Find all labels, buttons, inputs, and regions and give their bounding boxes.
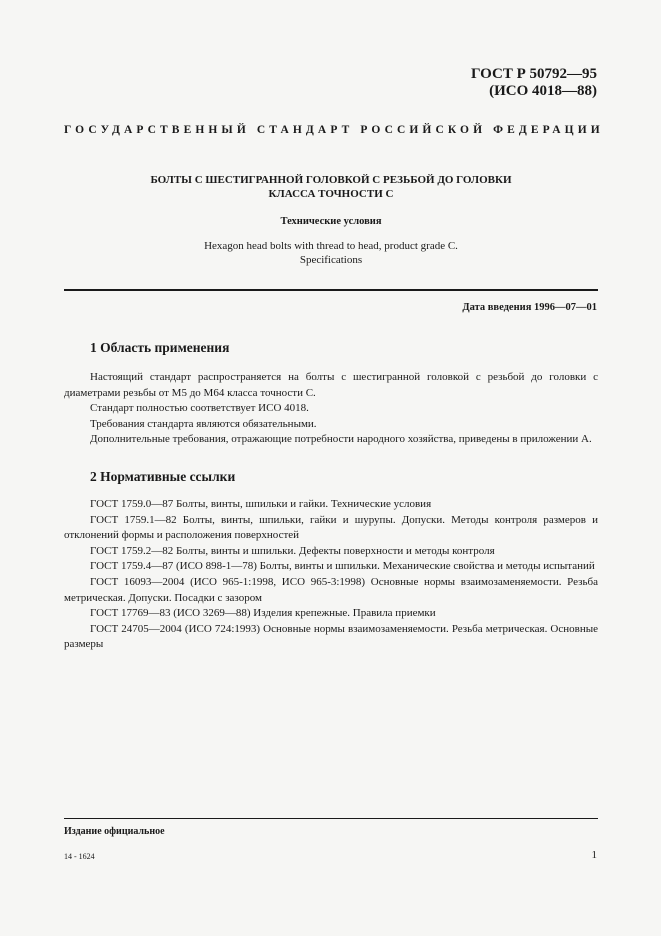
reference-item: ГОСТ 16093—2004 (ИСО 965-1:1998, ИСО 965-3:1998) Основные нормы взаимозаменяемости. Резьба метрическая. Допуски. Посадки с зазором: [64, 575, 598, 604]
reference-item: ГОСТ 1759.2—82 Болты, винты и шпильки. Дефекты поверхности и методы контроля: [90, 544, 495, 557]
iso-number: (ИСО 4018—88): [489, 83, 597, 99]
section-1-body: [64, 370, 598, 448]
reference-item: ГОСТ 1759.0—87 Болты, винты, шпильки и гайки. Технические условия: [90, 498, 432, 510]
official-edition-label: Издание официальное: [64, 826, 165, 837]
paragraph: Настоящий стандарт распространяется на болты с шестигранной головкой с резьбой до головки с диаметрами резьбы от М5 до М64 класса точности С.: [64, 371, 598, 399]
gost-number: ГОСТ Р 50792—95: [470, 66, 597, 82]
section-2-heading: 2 Нормативные ссылки: [90, 469, 236, 484]
header-divider: [64, 289, 598, 291]
reference-item: ГОСТ 1759.4—87 (ИСО 898-1—78) Болты, винты и шпильки. Механические свойства и методы испытаний: [90, 560, 595, 573]
english-title-line-1: Hexagon head bolts with thread to head, product grade C.: [204, 240, 458, 252]
page-number: 1: [591, 849, 597, 861]
title-line-1: БОЛТЫ С ШЕСТИГРАННОЙ ГОЛОВКОЙ С РЕЗЬБОЙ ДО ГОЛОВКИ: [150, 174, 512, 186]
english-title-line-2: Specifications: [299, 254, 363, 266]
introduction-date: Дата введения 1996—07—01: [462, 302, 597, 313]
gost-designation: [471, 66, 597, 100]
document-title: [64, 173, 598, 201]
reference-item: ГОСТ 1759.1—82 Болты, винты, шпильки, гайки и шурупы. Допуски. Методы контроля размеров и отклонений формы и расположения поверхностей: [64, 513, 598, 542]
english-title: [64, 239, 598, 267]
paragraph: Требования стандарта являются обязательными.: [90, 417, 317, 430]
document-subtitle: Технические условия: [280, 216, 382, 227]
paragraph: Стандарт полностью соответствует ИСО 4018.: [90, 402, 309, 415]
state-standard-banner: ГОСУДАРСТВЕННЫЙ СТАНДАРТ РОССИЙСКОЙ ФЕДЕРАЦИИ: [64, 124, 604, 136]
reference-item: ГОСТ 17769—83 (ИСО 3269—88) Изделия крепежные. Правила приемки: [90, 607, 436, 620]
footer-divider: [64, 818, 598, 819]
print-code: 14 - 1624: [64, 852, 95, 861]
section-2-body: [64, 497, 598, 653]
section-1-heading: 1 Область применения: [90, 340, 230, 355]
paragraph: Дополнительные требования, отражающие потребности народного хозяйства, приведены в приложении А.: [90, 433, 592, 446]
reference-item: ГОСТ 24705—2004 (ИСО 724:1993) Основные нормы взаимозаменяемости. Резьба метрическая. Основные размеры: [64, 622, 598, 651]
title-line-2: КЛАССА ТОЧНОСТИ С: [268, 188, 394, 200]
